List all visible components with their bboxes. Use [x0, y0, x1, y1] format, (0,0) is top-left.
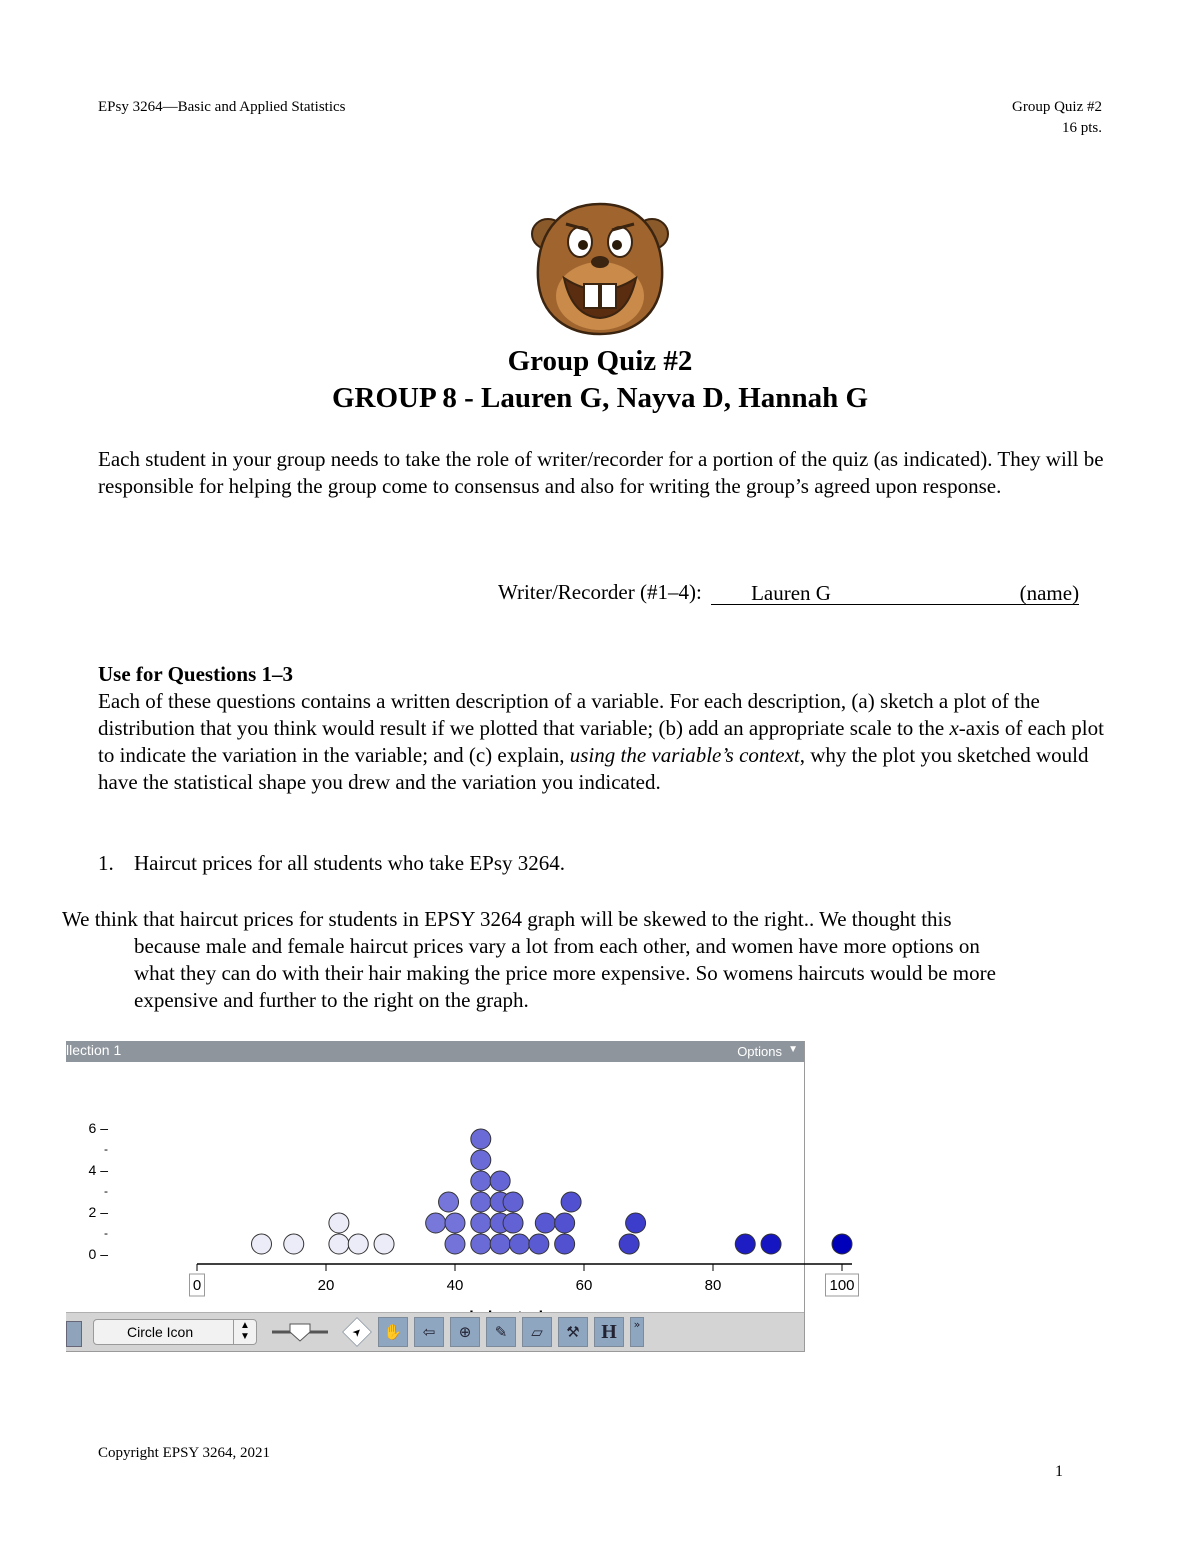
data-point: [626, 1213, 646, 1233]
data-point: [490, 1234, 510, 1254]
stack-icon[interactable]: ✋: [378, 1317, 408, 1347]
data-point: [832, 1234, 852, 1254]
answer-line-4: expensive and further to the right on the graph.: [134, 988, 529, 1012]
add-point-icon[interactable]: ⊕: [450, 1317, 480, 1347]
y-minor-tick: -: [104, 1142, 108, 1156]
section-heading: Use for Questions 1–3: [98, 662, 294, 686]
data-point: [471, 1234, 491, 1254]
question-text: Haircut prices for all students who take EPsy 3264.: [134, 851, 565, 875]
course-header: EPsy 3264—Basic and Applied Statistics: [98, 99, 346, 115]
question-number: 1.: [98, 851, 114, 875]
data-point: [555, 1213, 575, 1233]
x-tick-label: 0: [192, 1277, 202, 1294]
intro-paragraph: Each student in your group needs to take the role of writer/recorder for a portion of the quiz (as indicated). They will be responsible for helping the group come to consensus and also for writing the group’s agreed upon response.: [98, 447, 1104, 498]
icon-style-value: Circle Icon: [127, 1324, 194, 1340]
x-tick-label: 40: [446, 1277, 464, 1294]
quiz-header: Group Quiz #2: [1012, 99, 1102, 115]
y-tick-label: 4 –: [88, 1162, 108, 1178]
data-point: [471, 1171, 491, 1191]
plot-window-title: llection 1: [66, 1042, 122, 1058]
icon-style-select[interactable]: [93, 1319, 257, 1345]
data-point: [445, 1213, 465, 1233]
points-header: 16 pts.: [1061, 120, 1102, 136]
data-point: [561, 1192, 581, 1212]
paintbrush-icon[interactable]: ⚒: [558, 1317, 588, 1347]
data-point: [426, 1213, 446, 1233]
data-point: [471, 1192, 491, 1212]
plot-toolbar: [66, 1312, 804, 1351]
data-point: [503, 1213, 523, 1233]
data-point: [535, 1213, 555, 1233]
data-point: [471, 1213, 491, 1233]
options-chevron-down-icon[interactable]: ▼: [788, 1044, 798, 1055]
dot-plot-window: [66, 1041, 855, 1352]
data-point: [445, 1234, 465, 1254]
data-point: [735, 1234, 755, 1254]
y-minor-tick: -: [104, 1184, 108, 1198]
data-point: [471, 1150, 491, 1170]
data-point: [252, 1234, 272, 1254]
hash-label-icon[interactable]: H: [594, 1317, 624, 1347]
data-point: [284, 1234, 304, 1254]
recorder-name: Lauren G: [751, 581, 831, 605]
arrow-left-icon[interactable]: ⇦: [414, 1317, 444, 1347]
pencil-icon[interactable]: ✎: [486, 1317, 516, 1347]
eraser-icon[interactable]: ▱: [522, 1317, 552, 1347]
answer-line-2: because male and female haircut prices vary a lot from each other, and women have more options on: [134, 934, 980, 958]
dot-plot-chart: [66, 1062, 855, 1314]
more-icon[interactable]: »: [630, 1317, 644, 1347]
data-point: [374, 1234, 394, 1254]
copyright-footer: Copyright EPSY 3264, 2021: [98, 1445, 270, 1461]
pointer-icon[interactable]: ➤: [342, 1317, 372, 1347]
answer-line-1: We think that haircut prices for students in EPSY 3264 graph will be skewed to the right.. We thought this: [62, 907, 952, 931]
data-point: [490, 1171, 510, 1191]
answer-line-3: what they can do with their hair making the price more expensive. So womens haircuts would be more: [134, 961, 996, 985]
x-tick-label: 80: [704, 1277, 722, 1294]
recorder-field[interactable]: [711, 580, 1079, 605]
data-point: [471, 1129, 491, 1149]
select-arrows-icon: ▲ ▼: [233, 1320, 256, 1344]
y-tick-label: 6 –: [88, 1120, 108, 1136]
group-title: GROUP 8 - Lauren G, Nayva D, Hannah G: [331, 382, 869, 414]
y-tick-label: 0 –: [88, 1246, 108, 1262]
recorder-suffix: (name): [1019, 581, 1080, 605]
data-point: [761, 1234, 781, 1254]
quiz-title: Group Quiz #2: [507, 345, 693, 377]
recorder-line: [498, 580, 1079, 605]
recorder-label: Writer/Recorder (#1–4):: [498, 580, 702, 604]
data-point: [555, 1234, 575, 1254]
instructions-paragraph: Each of these questions contains a written description of a variable. For each description, (a) sketch a plot of the distribution that you think would result if we plotted that variable; (b) add an appropriate scale to the x-axis of each plot to indicate the variation in the variable; and (c) explain, using the variable’s context, why the plot you sketched would have the statistical shape you drew and the variation you indicated.: [98, 689, 1104, 794]
zoom-icon[interactable]: [66, 1321, 82, 1347]
page-number: 1: [1055, 1463, 1063, 1480]
data-point: [329, 1234, 349, 1254]
x-tick-label: 60: [575, 1277, 593, 1294]
plot-title-bar: [66, 1041, 804, 1062]
data-point: [529, 1234, 549, 1254]
data-point: [348, 1234, 368, 1254]
data-point: [619, 1234, 639, 1254]
y-minor-tick: -: [104, 1226, 108, 1240]
gopher-logo-icon: [528, 198, 672, 338]
data-point: [439, 1192, 459, 1212]
data-point: [329, 1213, 349, 1233]
data-point: [510, 1234, 530, 1254]
size-slider[interactable]: [270, 1321, 330, 1343]
options-button[interactable]: Options: [737, 1044, 782, 1059]
x-tick-label: 20: [317, 1277, 335, 1294]
x-tick-label: 100: [829, 1277, 855, 1294]
data-point: [503, 1192, 523, 1212]
y-tick-label: 2 –: [88, 1204, 108, 1220]
